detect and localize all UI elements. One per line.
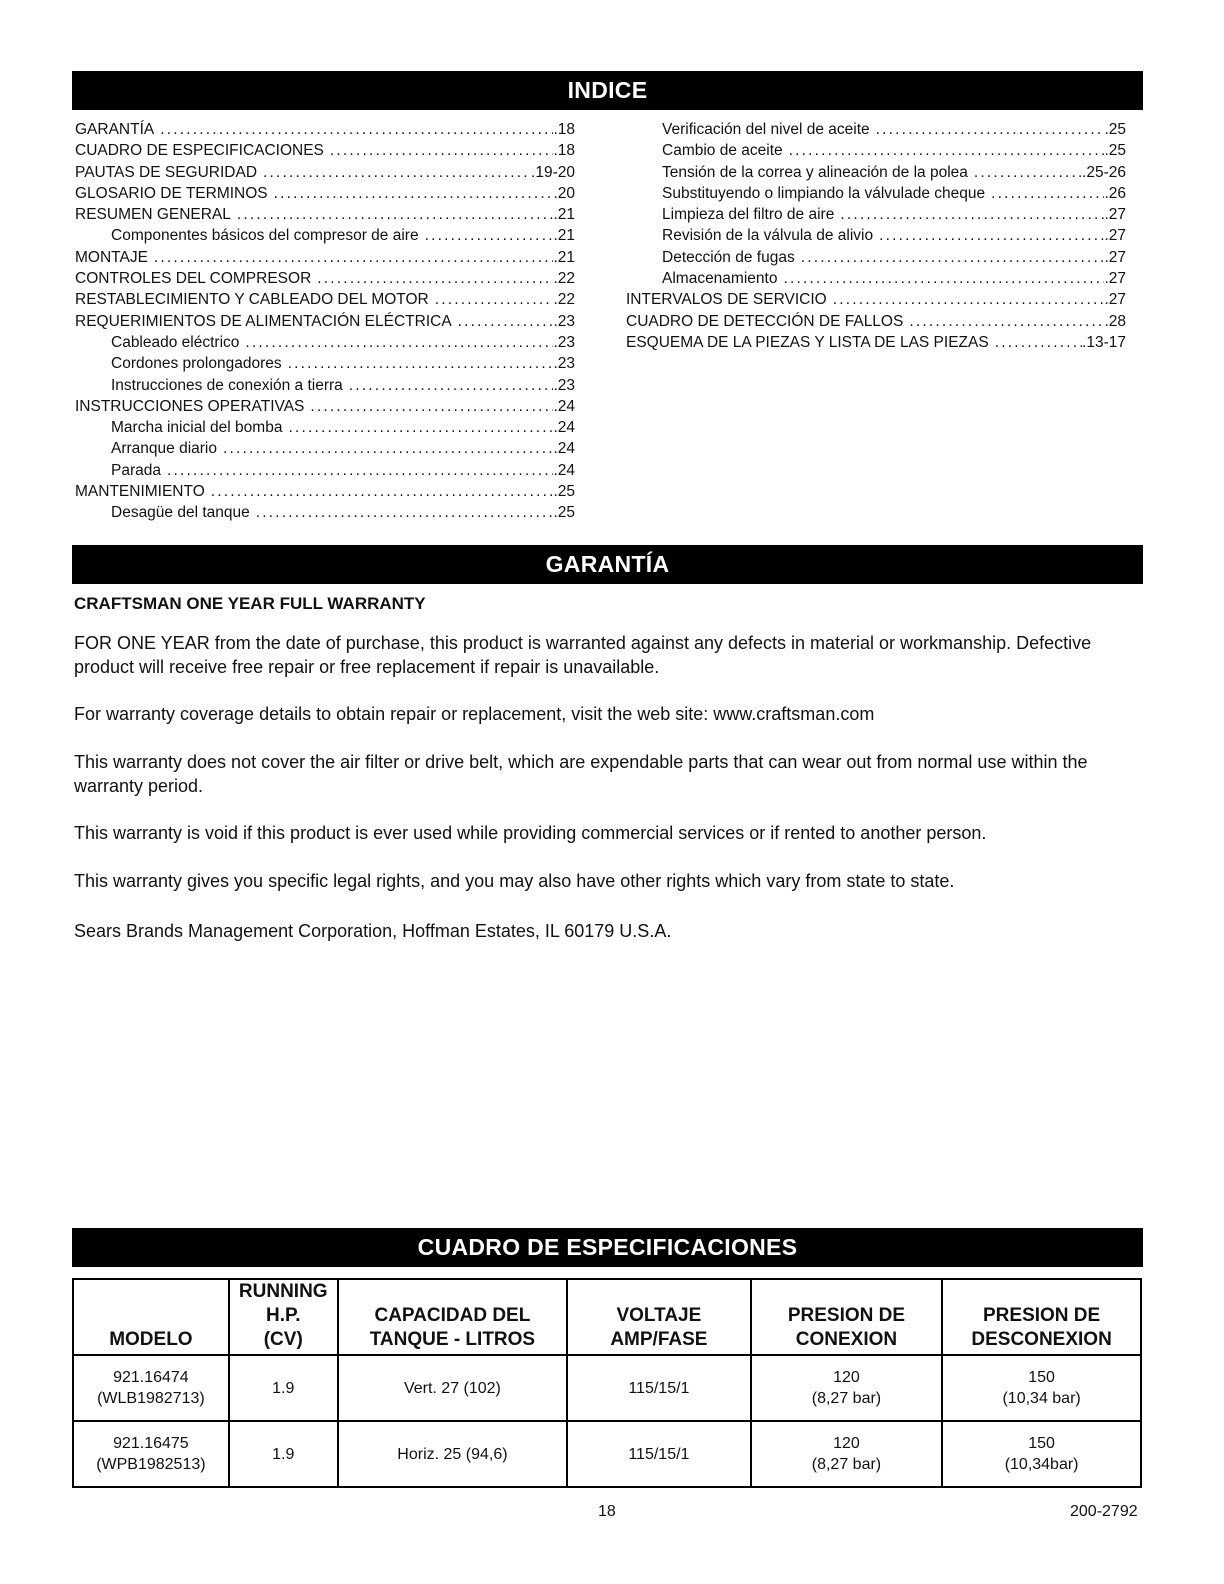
toc-entry-page: .24 xyxy=(553,419,575,437)
warranty-paragraph-1: FOR ONE YEAR from the date of purchase, this product is warranted against any defects in material or workmanship. Defective product will receive free repair or free replacement if repair is unavailable. xyxy=(74,633,1092,677)
spec-cell-value: 921.16474 xyxy=(113,1369,189,1386)
toc-leader-dots xyxy=(167,460,553,481)
spec-table-row xyxy=(73,1355,1141,1421)
toc-leader-dots xyxy=(154,247,554,268)
warranty-paragraph-5: This warranty gives you specific legal rights, and you may also have other rights which vary from state to state. xyxy=(74,871,955,891)
toc-leader-dots xyxy=(833,289,1105,310)
toc-entry-label: Parada xyxy=(111,461,161,479)
toc-entry-label: Cambio de aceite xyxy=(662,142,783,160)
spec-cell-value: (8,27 bar) xyxy=(811,1390,882,1407)
spec-cell-modelo xyxy=(73,1355,229,1421)
toc-entry-page: .23 xyxy=(553,355,575,373)
spec-header-row xyxy=(73,1279,1141,1355)
toc-entry xyxy=(75,460,575,481)
toc-entry xyxy=(626,140,1126,161)
spec-cell-value: (10,34 bar) xyxy=(1002,1390,1081,1407)
spec-table-row xyxy=(73,1421,1141,1487)
toc-left-column xyxy=(75,119,575,524)
spec-cell-desconexion xyxy=(942,1421,1141,1487)
spec-cell-hp xyxy=(229,1421,338,1487)
toc-entry xyxy=(75,502,575,523)
toc-entry-page: .25-26 xyxy=(1082,163,1126,181)
toc-entry xyxy=(626,183,1126,204)
toc-leader-dots xyxy=(211,481,554,502)
spec-header-line: RUNNING xyxy=(238,1281,328,1302)
document-code: 200-2792 xyxy=(1070,1503,1138,1520)
spec-cell-value: 1.9 xyxy=(272,1445,295,1463)
toc-entry-label: RESUMEN GENERAL xyxy=(75,206,231,224)
toc-entry-page: .23 xyxy=(553,333,575,351)
spec-column-header xyxy=(229,1279,338,1355)
spec-cell-value: 115/15/1 xyxy=(628,1379,690,1397)
toc-entry-page: .18 xyxy=(553,121,575,138)
toc-leader-dots xyxy=(317,268,553,289)
toc-leader-dots xyxy=(789,140,1105,161)
toc-leader-dots xyxy=(310,396,553,417)
especificaciones-header: CUADRO DE ESPECIFICACIONES xyxy=(72,1228,1143,1267)
toc-entry xyxy=(626,225,1126,246)
spec-column-header xyxy=(567,1279,751,1355)
spec-column-header xyxy=(73,1279,229,1355)
toc-entry xyxy=(626,311,1126,332)
toc-leader-dots xyxy=(909,311,1104,332)
toc-leader-dots xyxy=(425,225,554,246)
spec-header-line: (CV) xyxy=(263,1329,303,1350)
indice-header: INDICE xyxy=(72,71,1143,110)
spec-cell-value: Horiz. 25 (94,6) xyxy=(397,1445,508,1463)
warranty-paragraph-4: This warranty is void if this product is ever used while providing commercial services or if rented to another person. xyxy=(74,823,987,843)
toc-entry-label: CONTROLES DEL COMPRESOR xyxy=(75,270,312,288)
toc-entry xyxy=(75,268,575,289)
toc-entry xyxy=(75,332,575,353)
spec-cell-modelo xyxy=(73,1421,229,1487)
spec-header-line: MODELO xyxy=(109,1329,193,1350)
toc-entry xyxy=(626,247,1126,268)
toc-entry-label: RESTABLECIMIENTO Y CABLEADO DEL MOTOR xyxy=(75,291,429,309)
spec-cell-capacidad xyxy=(338,1421,567,1487)
toc-entry-label: Limpieza del filtro de aire xyxy=(662,206,835,224)
toc-entry-page: .26 xyxy=(1104,184,1126,202)
toc-entry-label: Marcha inicial del bomba xyxy=(111,419,283,437)
toc-entry-label: ESQUEMA DE LA PIEZAS Y LISTA DE LAS PIEZAS xyxy=(626,333,989,351)
toc-entry-page: .22 xyxy=(553,291,575,309)
spec-header-line: H.P. xyxy=(265,1305,301,1326)
toc-entry-page: .27 xyxy=(1104,206,1126,224)
toc-entry-label: Detección de fugas xyxy=(662,248,795,266)
toc-entry-label: Cordones prolongadores xyxy=(111,355,282,373)
toc-entry-page: .13-17 xyxy=(1082,333,1126,351)
toc-entry xyxy=(75,225,575,246)
toc-right-column xyxy=(626,119,1126,353)
toc-leader-dots xyxy=(458,311,554,332)
spec-cell-voltaje xyxy=(567,1421,751,1487)
spec-header-line: DESCONEXION xyxy=(971,1329,1112,1350)
toc-entry-page: .21 xyxy=(553,206,575,224)
spec-cell-value: Vert. 27 (102) xyxy=(403,1379,501,1397)
warranty-paragraph-6: Sears Brands Management Corporation, Hoffman Estates, IL 60179 U.S.A. xyxy=(74,921,672,941)
spec-cell-value: (WLB1982713) xyxy=(97,1390,205,1407)
toc-entry-label: Arranque diario xyxy=(111,440,217,458)
toc-leader-dots xyxy=(245,332,553,353)
toc-entry-page: .25 xyxy=(1104,121,1126,138)
toc-entry-page: .21 xyxy=(553,248,575,266)
toc-entry-page: .23 xyxy=(553,376,575,394)
spec-cell-value: (10,34bar) xyxy=(1004,1456,1079,1473)
toc-entry-page: .19-20 xyxy=(531,163,575,181)
toc-entry xyxy=(75,417,575,438)
toc-entry-page: .22 xyxy=(553,270,575,288)
toc-entry xyxy=(626,268,1126,289)
toc-leader-dots xyxy=(991,183,1104,204)
toc-entry-label: Componentes básicos del compresor de aire xyxy=(111,227,419,245)
toc-leader-dots xyxy=(288,353,554,374)
warranty-heading: CRAFTSMAN ONE YEAR FULL WARRANTY xyxy=(74,594,426,613)
spec-cell-conexion xyxy=(751,1355,943,1421)
spec-cell-value: (WPB1982513) xyxy=(96,1456,206,1473)
spec-column-header xyxy=(338,1279,567,1355)
spec-cell-value: 115/15/1 xyxy=(628,1445,690,1463)
toc-entry xyxy=(75,162,575,183)
spec-header-line: PRESION DE xyxy=(787,1305,906,1326)
toc-entry-page: .27 xyxy=(1104,270,1126,288)
toc-leader-dots xyxy=(256,502,554,523)
toc-entry-label: CUADRO DE DETECCIÓN DE FALLOS xyxy=(626,312,904,330)
toc-entry xyxy=(75,481,575,502)
spec-header-line: CONEXION xyxy=(795,1329,898,1350)
toc-entry-label: Cableado eléctrico xyxy=(111,333,240,351)
spec-cell-conexion xyxy=(751,1421,943,1487)
toc-leader-dots xyxy=(801,247,1105,268)
spec-cell-value: (8,27 bar) xyxy=(811,1456,882,1473)
spec-header-line: CAPACIDAD DEL xyxy=(374,1305,531,1326)
spec-cell-hp xyxy=(229,1355,338,1421)
spec-header-line: VOLTAJE xyxy=(616,1305,702,1326)
toc-entry-page: .24 xyxy=(553,397,575,415)
toc-leader-dots xyxy=(995,332,1082,353)
toc-entry-page: .23 xyxy=(553,312,575,330)
toc-entry-page: .24 xyxy=(553,440,575,458)
toc-entry-label: PAUTAS DE SEGURIDAD xyxy=(75,163,258,181)
toc-entry-label: Revisión de la válvula de alivio xyxy=(662,227,874,245)
toc-entry-page: .25 xyxy=(553,504,575,522)
toc-entry xyxy=(75,396,575,417)
spec-cell-value: 1.9 xyxy=(272,1379,295,1397)
warranty-paragraph-2: For warranty coverage details to obtain repair or replacement, visit the web site: www.craftsman.com xyxy=(74,704,875,724)
toc-entry xyxy=(75,183,575,204)
spec-header-line: TANQUE - LITROS xyxy=(369,1329,536,1350)
toc-leader-dots xyxy=(435,289,554,310)
toc-entry-label: MONTAJE xyxy=(75,248,148,266)
spec-cell-value: 120 xyxy=(833,1369,860,1386)
toc-leader-dots xyxy=(160,119,553,140)
warranty-paragraph-3: This warranty does not cover the air filter or drive belt, which are expendable parts that can wear out from normal use within the warranty period. xyxy=(74,752,1088,796)
garantia-header: GARANTÍA xyxy=(72,545,1143,584)
toc-entry-label: Tensión de la correa y alineación de la polea xyxy=(662,163,968,181)
toc-entry-label: Desagüe del tanque xyxy=(111,504,250,522)
toc-entry-page: .27 xyxy=(1104,291,1126,309)
toc-entry xyxy=(75,353,575,374)
toc-entry xyxy=(75,375,575,396)
toc-leader-dots xyxy=(330,140,554,161)
toc-entry-page: .21 xyxy=(553,227,575,245)
toc-entry-page: .24 xyxy=(553,461,575,479)
toc-entry-page: .27 xyxy=(1104,227,1126,245)
toc-entry xyxy=(626,162,1126,183)
toc-entry xyxy=(626,332,1126,353)
toc-entry-label: GARANTÍA xyxy=(75,121,155,138)
toc-leader-dots xyxy=(349,375,554,396)
toc-entry-page: .27 xyxy=(1104,248,1126,266)
spec-header-line: AMP/FASE xyxy=(610,1329,708,1350)
toc-entry-label: Instrucciones de conexión a tierra xyxy=(111,376,343,394)
toc-leader-dots xyxy=(840,204,1104,225)
toc-leader-dots xyxy=(274,183,554,204)
toc-leader-dots xyxy=(876,119,1105,140)
toc-entry xyxy=(75,119,575,140)
spec-cell-value: 150 xyxy=(1028,1435,1055,1452)
toc-entry-label: INSTRUCCIONES OPERATIVAS xyxy=(75,397,305,415)
toc-entry-label: Substituyendo o limpiando la válvulade cheque xyxy=(662,184,986,202)
spec-cell-value: 921.16475 xyxy=(113,1435,189,1452)
spec-cell-capacidad xyxy=(338,1355,567,1421)
toc-entry-page: .28 xyxy=(1104,312,1126,330)
toc-entry-label: Almacenamiento xyxy=(662,270,778,288)
spec-cell-desconexion xyxy=(942,1355,1141,1421)
toc-leader-dots xyxy=(237,204,554,225)
toc-entry xyxy=(75,247,575,268)
toc-entry-page: .25 xyxy=(1104,142,1126,160)
toc-entry xyxy=(75,438,575,459)
toc-entry xyxy=(626,289,1126,310)
toc-entry-label: Verificación del nivel de aceite xyxy=(662,121,870,138)
toc-leader-dots xyxy=(783,268,1104,289)
spec-header-line: PRESION DE xyxy=(983,1305,1101,1326)
toc-leader-dots xyxy=(263,162,531,183)
toc-entry xyxy=(626,119,1126,140)
toc-leader-dots xyxy=(879,225,1104,246)
toc-entry-label: GLOSARIO DE TERMINOS xyxy=(75,184,268,202)
toc-entry-label: REQUERIMIENTOS DE ALIMENTACIÓN ELÉCTRICA xyxy=(75,312,452,330)
toc-entry-label: CUADRO DE ESPECIFICACIONES xyxy=(75,142,324,160)
spec-table xyxy=(72,1278,1142,1488)
spec-column-header xyxy=(942,1279,1141,1355)
toc-leader-dots xyxy=(974,162,1082,183)
spec-column-header xyxy=(751,1279,943,1355)
toc-entry-page: .20 xyxy=(553,184,575,202)
toc-entry xyxy=(75,289,575,310)
spec-cell-value: 120 xyxy=(833,1435,860,1452)
toc-entry xyxy=(626,204,1126,225)
page-number: 18 xyxy=(598,1503,616,1520)
toc-entry xyxy=(75,140,575,161)
toc-entry xyxy=(75,311,575,332)
toc-entry-label: MANTENIMIENTO xyxy=(75,483,205,501)
spec-cell-voltaje xyxy=(567,1355,751,1421)
spec-cell-value: 150 xyxy=(1028,1369,1055,1386)
toc-entry-page: .18 xyxy=(553,142,575,160)
toc-entry-label: INTERVALOS DE SERVICIO xyxy=(626,291,827,309)
toc-leader-dots xyxy=(223,438,553,459)
toc-leader-dots xyxy=(288,417,553,438)
toc-entry xyxy=(75,204,575,225)
toc-entry-page: .25 xyxy=(553,483,575,501)
